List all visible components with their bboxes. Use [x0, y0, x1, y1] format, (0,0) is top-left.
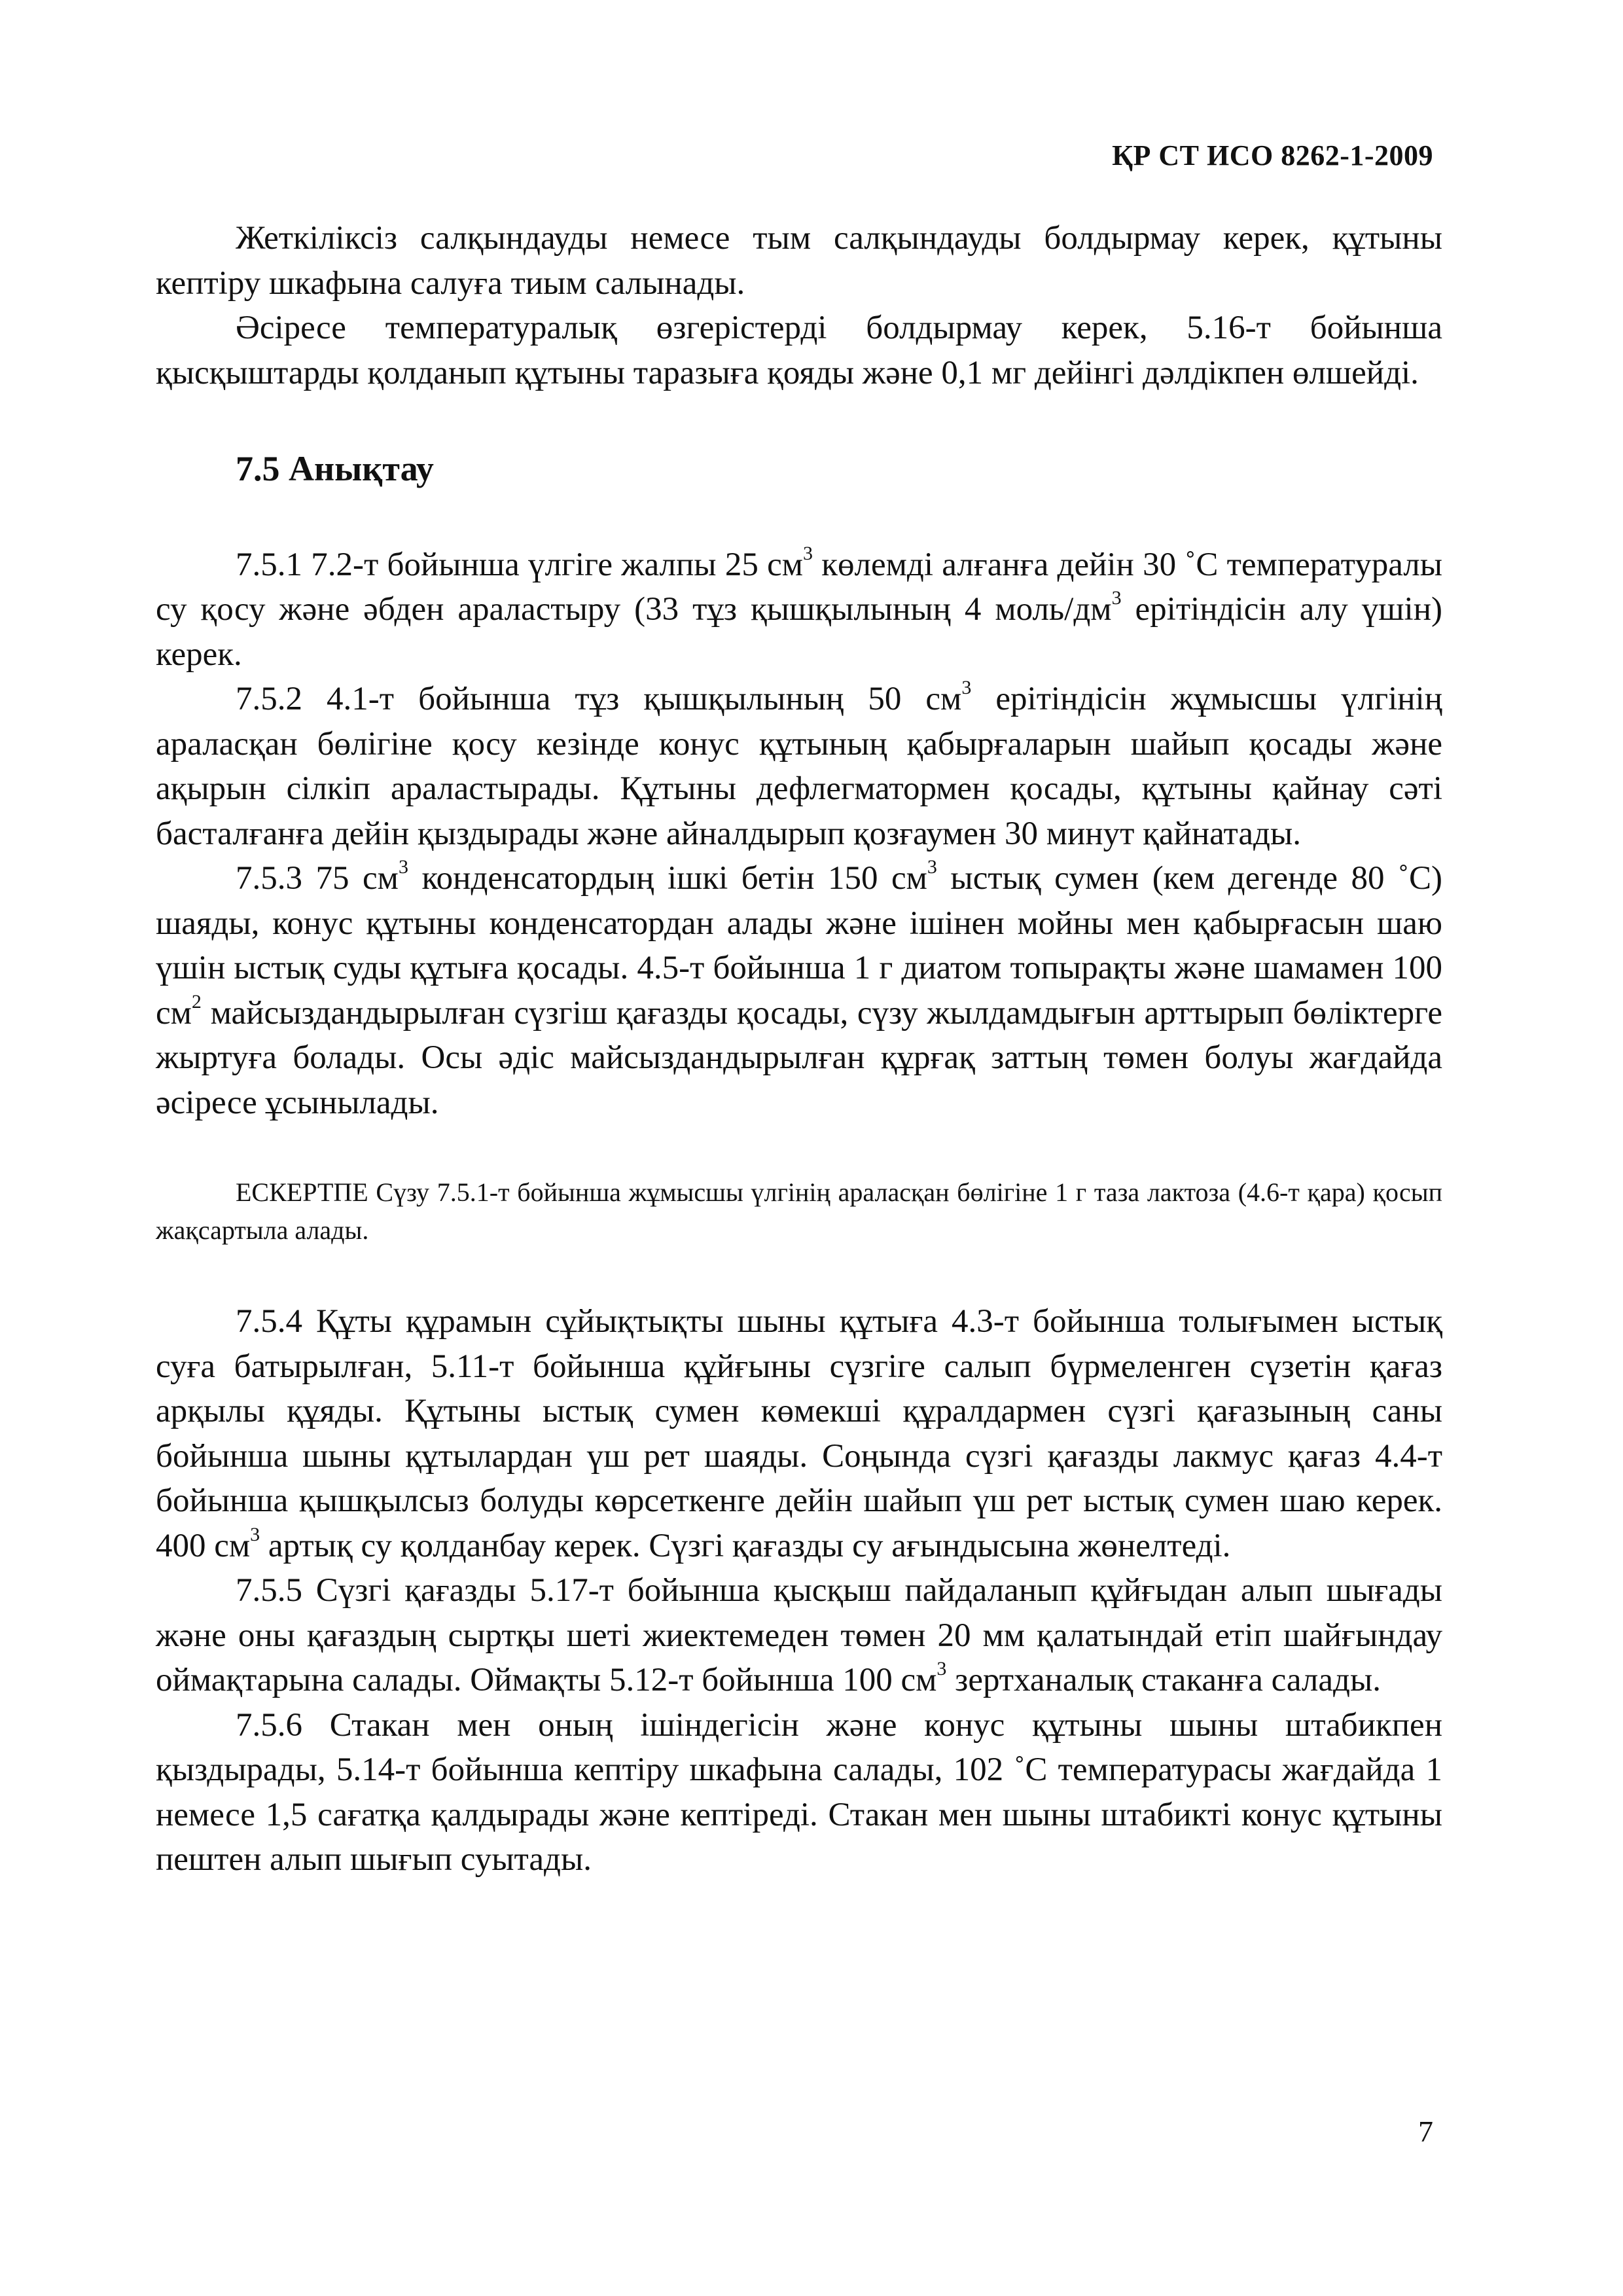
clause-text: 7.5.1 7.2-т бойынша үлгіге жалпы 25 см — [236, 546, 803, 583]
paragraph-cooling: Жеткіліксіз салқындауды немесе тым салқындауды болдырмау керек, құтыны кептіру шкафына салуға тиым салынады. — [156, 220, 1442, 302]
clause-text: 7.5.5 Сүзгі қағазды 5.17-т бойынша қысқыш пайдаланып құйғыдан алып шығады және оны қағаздың сыртқы шеті жиектемеден төмен 20 мм қалатындай етіп шайғындау оймақтарына салады. Оймақты 5.12-т бойынша 100 см — [156, 1572, 1442, 1698]
paragraph-weighing: Әсіресе температуралық өзгерістерді болдырмау керек, 5.16-т бойынша қысқыштарды қолданып құтыны таразыға қояды және 0,1 мг дейінгі дәлдікпен өлшейді. — [156, 310, 1442, 391]
clause-7-5-1 — [156, 543, 1442, 677]
clause-7-5-5 — [156, 1568, 1442, 1703]
document-body — [156, 216, 1442, 1882]
page-number: 7 — [1418, 2115, 1433, 2148]
superscript: 3 — [250, 1523, 260, 1545]
clause-text: ерітіндісін алу үшін) керек. — [156, 591, 1442, 673]
clause-text: 7.5.2 4.1-т бойынша тұз қышқылының 50 см — [236, 681, 962, 717]
superscript: 3 — [961, 677, 972, 698]
clause-text: артық су қолданбау керек. Сүзгі қағазды су ағындысына жөнелтеді. — [260, 1527, 1231, 1564]
clause-7-5-3 — [156, 856, 1442, 1125]
clause-7-5-4 — [156, 1299, 1442, 1568]
superscript: 2 — [191, 990, 202, 1013]
superscript: 3 — [1111, 587, 1122, 609]
clause-7-5-2 — [156, 677, 1442, 856]
clause-text: ыстық сумен (кем дегенде 80 ˚С) шаяды, конус құтыны конденсатордан алады және ішінен мойны мен қабырғасын шаю үшін ыстық суды құтыға қосады. 4.5-т бойынша 1 г диатом топырақты және шамамен 100 см — [156, 860, 1442, 1031]
superscript: 3 — [927, 856, 937, 878]
section-heading: 7.5 Анықтау — [236, 449, 434, 488]
clause-text: ерітіндісін жұмысшы үлгінің араласқан бөлігіне қосу кезінде конус құтының қабырғаларын шайып қосады және ақырын сілкіп араластырады. Құтыны дефлегматормен қосады, құтыны қайнау сәті басталғанға дейін қыздырады және айналдырып қозғаумен 30 минут қайнатады. — [156, 681, 1443, 852]
superscript: 3 — [803, 542, 813, 564]
clause-text: көлемді алғанға дейін 30 ˚С температуралы су қосу және әбден араластыру (33 тұз қышқылының 4 моль/дм — [156, 546, 1442, 628]
clause-text: 7.5.4 Құты құрамын сұйықтықты шыны құтыға 4.3-т бойынша толығымен ыстық суға батырылған, 5.11-т бойынша құйғыны сүзгіге салып бүрмеленген сүзетін қағаз арқылы құяды. Құтыны ыстық сумен көмекші құралдармен сүзгі қағазының саны бойынша шыны құтылардан үш рет шаяды. Соңында сүзгі қағазды лакмус қағаз 4.4-т бойынша қышқылсыз болуды көрсеткенге дейін шайып үш рет ыстық сумен шаю керек. 400 см — [156, 1303, 1442, 1564]
superscript: 3 — [936, 1658, 947, 1679]
superscript: 3 — [398, 856, 408, 878]
note-paragraph: ЕСКЕРТПЕ Сүзу 7.5.1-т бойынша жұмысшы үлгінің араласқан бөлігіне 1 г таза лактоза (4.6-т қара) қосып жақсартыла алады. — [156, 1177, 1442, 1245]
clause-text: зертханалық стаканға салады. — [946, 1662, 1381, 1698]
clause-text: конденсатордың ішкі бетін 150 см — [408, 860, 927, 897]
clause-7-5-6: 7.5.6 Стакан мен оның ішіндегісін және конус құтыны шыны штабикпен қыздырады, 5.14-т бойынша кептіру шкафына салады, 102 ˚С температурасы жағдайда 1 немесе 1,5 сағатқа қалдырады және кептіреді. Стакан мен шыны штабикті конус құтыны пештен алып шығып суытады. — [156, 1706, 1442, 1878]
clause-text: майсыздандырылған сүзгіш қағазды қосады, сүзу жылдамдығын арттырып бөліктерге жыртуға болады. Осы әдіс майсыздандырылған құрғақ заттың төмен болуы жағдайда әсіресе ұсынылады. — [156, 994, 1442, 1121]
clause-text: 7.5.3 75 см — [236, 860, 399, 897]
standard-code-header: ҚР СТ ИСО 8262-1-2009 — [1112, 139, 1433, 171]
